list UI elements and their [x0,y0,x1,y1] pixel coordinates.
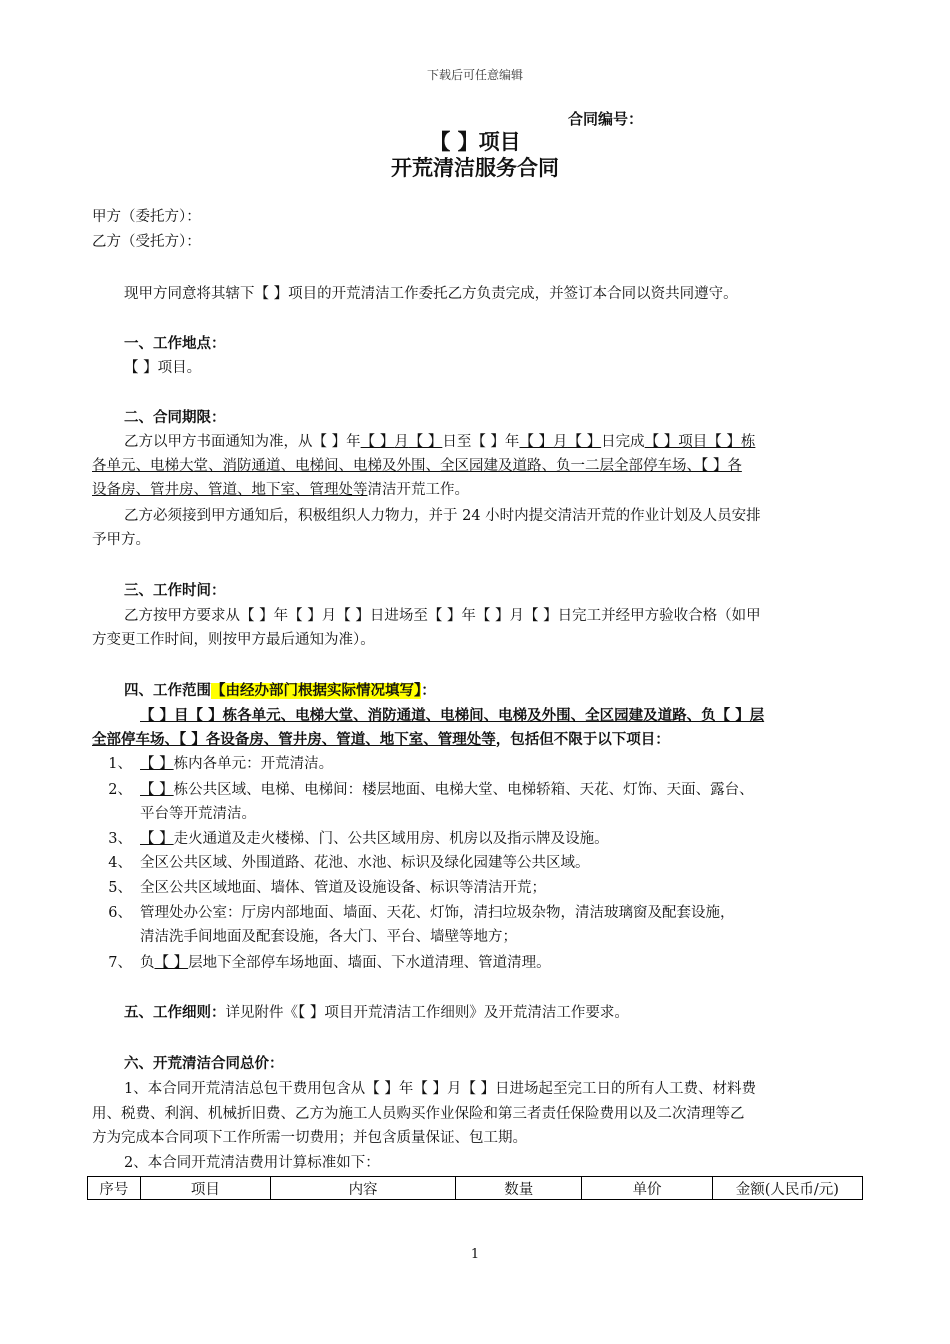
fee-table-header-row [88,1177,863,1200]
section-5-heading: 五、工作细则： [124,1005,226,1021]
section-2-para1-line3: 设备房、管井房、管道、地下室、管理处等清洁开荒工作。 [92,482,469,498]
section-2-para2-line1: 乙方必须接到甲方通知后，积极组织人力物力，并于 24 小时内提交清洁开荒的作业计划及人员安排 [124,508,761,524]
fee-col-content: 内容 [271,1177,456,1200]
section-2-para1-line1: 乙方以甲方书面通知为准，从【 】年【 】月【 】日至【 】年【 】月【 】日完成【 】项目【 】栋 [124,434,756,450]
section-3-line1: 乙方按甲方要求从【 】年【 】月【 】日进场至【 】年【 】月【 】日完工并经甲方验收合格（如甲 [124,608,761,624]
scope-item-5: 5、 全区公共区域地面、墙体、管道及设施设备、标识等清洁开荒； [108,880,546,896]
section-2-para2-line2: 予甲方。 [92,532,150,548]
party-a-label: 甲方（委托方）： [92,209,201,225]
page-number: 1 [470,1247,480,1262]
section-3-heading: 三、工作时间： [124,583,226,599]
intro-paragraph: 现甲方同意将其辖下【 】项目的开荒清洁工作委托乙方负责完成，并签订本合同以资共同遵守。 [124,286,738,302]
party-b-label: 乙方（受托方）： [92,234,201,250]
fee-table [87,1176,863,1200]
section-3-line2: 方变更工作时间，则按甲方最后通知为准）。 [92,632,375,648]
section-2-heading: 二、合同期限： [124,410,226,426]
scope-item-2: 2、 【 】栋公共区域、电梯、电梯间：楼层地面、电梯大堂、电梯轿箱、天花、灯饰、天面、露台、 平台等开荒清洁。 [108,782,754,822]
section-2-para1-line2: 各单元、电梯大堂、消防通道、电梯间、电梯及外围、全区园建及道路、负一二层全部停车场、【 】各 [92,458,742,474]
section-6-para1-line3: 方为完成本合同项下工作所需一切费用；并包含质量保证、包工期。 [92,1130,527,1146]
scope-item-6: 6、 管理处办公室：厅房内部地面、墙面、天花、灯饰，清扫垃圾杂物，清洁玻璃窗及配套设施， 清洁洗手间地面及配套设施，各大门、平台、墙壁等地方； [108,905,735,945]
fee-col-unit-price: 单价 [582,1177,712,1200]
fee-col-amount: 金额(人民币/元) [712,1177,862,1200]
section-6-para1-line1: 1、本合同开荒清洁总包干费用包含从【 】年【 】月【 】日进场起至完工日的所有人工费、材料费 [124,1081,757,1097]
fee-col-item: 项目 [140,1177,270,1200]
fee-col-seq: 序号 [88,1177,141,1200]
scope-item-4: 4、 全区公共区域、外围道路、花池、水池、标识及绿化园建等公共区域。 [108,855,590,871]
section-4-scope-line1: 【 】目【 】栋各单元、电梯大堂、消防通道、电梯间、电梯及外围、全区园建及道路、负【 】层 [140,708,765,724]
section-5: 五、工作细则：详见附件《【 】项目开荒清洁工作细则》及开荒清洁工作要求。 [124,1005,629,1021]
section-1-heading: 一、工作地点： [124,336,226,352]
contract-number-label: 合同编号： [568,110,644,128]
scope-item-7: 7、 负【 】层地下全部停车场地面、墙面、下水道清理、管道清理。 [108,955,551,971]
section-6-para1-line2: 用、税费、利润、机械折旧费、乙方为施工人员购买作业保险和第三者责任保险费用以及二次清理等乙 [92,1106,745,1122]
scope-item-1: 1、 【 】栋内各单元：开荒清洁。 [108,756,334,772]
document-title-line1: 【 】项目 [429,130,521,154]
section-4-scope-line2: 全部停车场、【 】各设备房、管井房、管道、地下室、管理处等，包括但不限于以下项目： [92,732,670,748]
fill-in-note-highlight: 【由经办部门根据实际情况填写】 [211,683,422,699]
header-note: 下载后可任意编辑 [426,68,523,82]
document-title-line2: 开荒清洁服务合同 [391,156,559,180]
section-4-heading: 四、工作范围【由经办部门根据实际情况填写】： [124,683,436,699]
scope-item-3: 3、 【 】走火通道及走火楼梯、门、公共区域用房、机房以及指示牌及设施。 [108,831,609,847]
fee-col-quantity: 数量 [456,1177,582,1200]
section-1-body: 【 】项目。 [124,360,202,376]
section-6-heading: 六、开荒清洁合同总价： [124,1056,284,1072]
section-6-para2: 2、本合同开荒清洁费用计算标准如下： [124,1155,380,1171]
